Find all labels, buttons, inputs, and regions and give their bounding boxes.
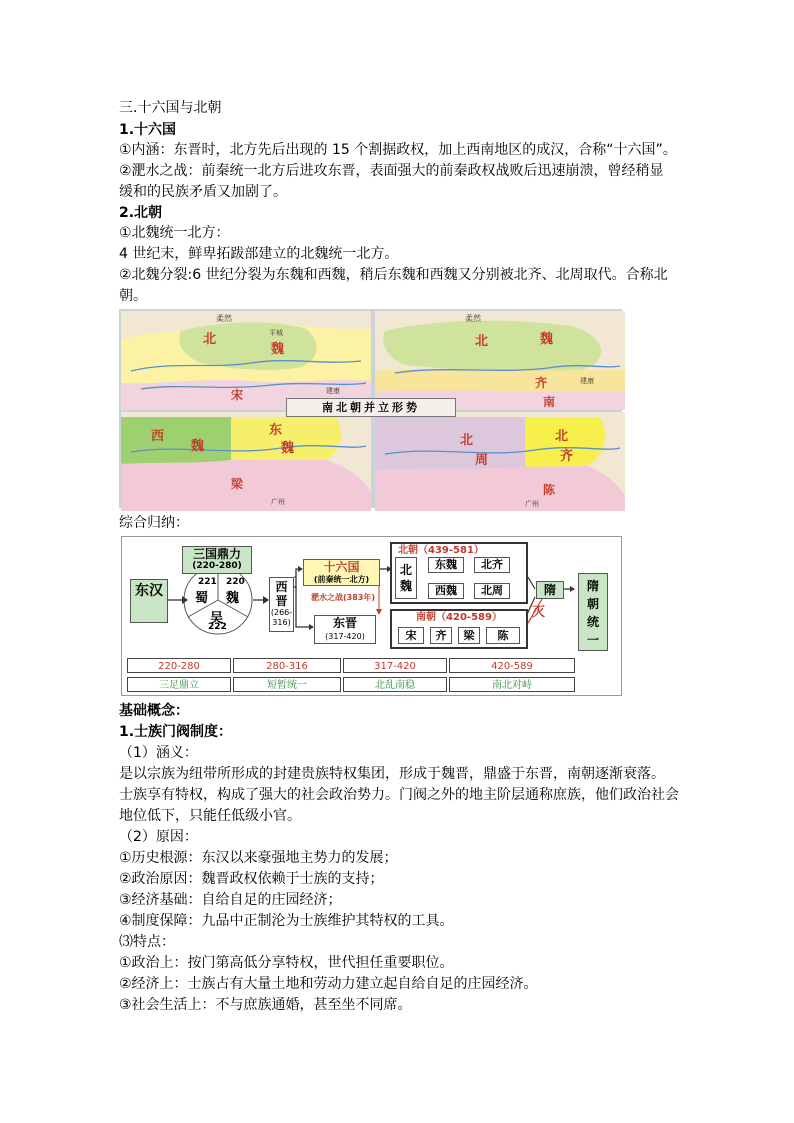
list-item: ③社会生活上：不与庶族通婚，甚至坐不同席。 <box>119 997 412 1013</box>
dongwei-box: 东魏 <box>428 557 464 573</box>
era-label: 短暂统一 <box>233 677 341 692</box>
list-item: ③经济基础：自给自足的庄园经济； <box>119 892 342 908</box>
south-title: 南朝（420-589） <box>416 612 502 623</box>
paragraph: ①北魏统一北方： <box>119 225 230 241</box>
map-label: 北 <box>460 433 474 448</box>
beizhou-box: 北周 <box>474 583 510 599</box>
song-box: 宋 <box>398 627 424 644</box>
map-label: 南 <box>543 395 556 409</box>
map-label: 广州 <box>271 498 285 506</box>
dongjin-years: (317-420) <box>325 632 365 641</box>
map-label: 建康 <box>326 387 340 395</box>
feishui-label: 淝水之战(383年) <box>311 593 376 602</box>
map-label: 柔然 <box>216 314 232 323</box>
sixteen-kingdoms-box <box>303 559 380 586</box>
era-label: 三足鼎立 <box>127 677 231 692</box>
map-label: 宋 <box>231 388 244 402</box>
map-northern-wei-qi <box>375 311 625 410</box>
list-item: ①政治上：按门第高低分享特权，世代担任重要职位。 <box>119 955 454 971</box>
beiwei-box: 北魏 <box>395 557 417 599</box>
era-label: 南北对峙 <box>449 677 575 692</box>
map-label: 周 <box>475 453 489 468</box>
sixteen-sub: (前秦统一北方) <box>313 575 370 584</box>
shu-year: 221 <box>198 577 217 587</box>
xijin-years: (266-316) <box>270 608 293 627</box>
map-label: 东 <box>269 423 283 438</box>
subheading: ⑶特点： <box>119 934 175 950</box>
map-label: 魏 <box>191 439 205 454</box>
map-label: 陈 <box>543 483 556 497</box>
paragraph: ①内涵：东晋时，北方先后出现的 15 个割据政权，加上西南地区的成汉，合称“十六国”。 <box>119 142 677 158</box>
map-label: 建康 <box>580 377 594 385</box>
map-northern-zhou-qi <box>375 412 625 511</box>
map-label: 北 <box>203 332 217 347</box>
heading-northern-dynasties: 2.北朝 <box>119 205 163 221</box>
map-label: 柔然 <box>465 314 481 323</box>
wu-label: 吴 <box>210 611 224 626</box>
subheading: （1）涵义： <box>119 745 198 761</box>
era-years: 420-589 <box>449 658 575 673</box>
xijin-box <box>269 577 294 632</box>
heading-sixteen-kingdoms: 1.十六国 <box>119 122 177 138</box>
subheading: （2）原因： <box>119 829 198 845</box>
map-label: 北 <box>475 334 489 349</box>
map-label: 齐 <box>535 376 548 390</box>
map-label: 平城 <box>269 329 283 337</box>
map-northern-wei-song <box>121 311 371 410</box>
map-banner: 南北朝并立形势 <box>286 398 456 417</box>
donghan-box: 东汉 <box>130 579 168 623</box>
mie-label: 灭 <box>532 605 546 620</box>
summary-label: 综合归纳： <box>119 515 189 531</box>
era-years: 317-420 <box>343 658 447 673</box>
concepts-title: 基础概念： <box>119 703 189 719</box>
map-label: 北 <box>555 429 569 444</box>
wei-label: 魏 <box>226 591 240 606</box>
paragraph: 4 世纪末，鲜卑拓跋部建立的北魏统一北方。 <box>119 246 399 262</box>
beiqi-box: 北齐 <box>474 557 510 573</box>
paragraph: 士族享有特权，构成了强大的社会政治势力。门阀之外的地主阶层通称庶族，他们政治社会 <box>119 787 679 803</box>
sui-box: 隋 <box>536 581 564 599</box>
map-label: 广州 <box>525 500 539 508</box>
section-title: 三.十六国与北朝 <box>119 100 222 116</box>
paragraph: 缓和的民族矛盾又加剧了。 <box>119 184 287 200</box>
map-label: 魏 <box>271 342 285 357</box>
map-label: 西 <box>151 429 165 444</box>
chen-box: 陈 <box>486 627 520 644</box>
paragraph: ②北魏分裂:6 世纪分裂为东魏和西魏，稍后东魏和西魏又分别被北齐、北周取代。合称北 <box>119 267 668 283</box>
three-kingdoms-title: 三国鼎力 <box>192 547 241 561</box>
list-item: ②政治原因：魏晋政权依赖于士族的支持； <box>119 871 384 887</box>
paragraph: ②淝水之战：前秦统一北方后进攻东晋，表面强大的前秦政权战败后迅速崩溃，曾经稍显 <box>119 163 664 179</box>
list-item: ④制度保障：九品中正制沦为士族维护其特权的工具。 <box>119 913 454 929</box>
north-title: 北朝（439-581） <box>398 545 484 556</box>
map-label: 梁 <box>231 477 244 491</box>
paragraph: 是以宗族为纽带所形成的封建贵族特权集团，形成于魏晋，鼎盛于东晋，南朝逐渐衰落。 <box>119 766 665 782</box>
qi-box: 齐 <box>430 627 452 644</box>
shu-label: 蜀 <box>195 591 209 606</box>
three-kingdoms-box <box>182 546 252 574</box>
sixteen-label: 十六国 <box>323 560 360 574</box>
dongjin-label: 东晋 <box>332 616 357 630</box>
map-label: 齐 <box>560 449 574 464</box>
sui-unify-box: 隋朝统一 <box>578 573 608 651</box>
three-kingdoms-years: (220-280) <box>192 561 242 571</box>
xijin-label: 西晋 <box>275 580 288 608</box>
summary-diagram <box>121 536 622 696</box>
map-label: 魏 <box>281 441 295 456</box>
list-item: ②经济上：士族占有大量土地和劳动力建立起自给自足的庄园经济。 <box>119 976 538 992</box>
concepts-heading: 1.士族门阀制度： <box>119 724 233 740</box>
era-years: 280-316 <box>233 658 341 673</box>
era-years: 220-280 <box>127 658 231 673</box>
paragraph: 地位低下，只能任低级小官。 <box>119 808 301 824</box>
liang-box: 梁 <box>458 627 480 644</box>
wei-year: 220 <box>226 577 245 587</box>
map-label: 魏 <box>540 332 554 347</box>
list-item: ①历史根源：东汉以来豪强地主势力的发展； <box>119 850 398 866</box>
paragraph: 朝。 <box>119 288 147 304</box>
dongjin-box <box>314 615 376 644</box>
map-western-eastern-wei <box>121 412 371 511</box>
wu-year: 222 <box>208 622 227 632</box>
era-label: 北乱南稳 <box>343 677 447 692</box>
xiwei-box: 西魏 <box>428 583 464 599</box>
maps-figure <box>119 309 622 508</box>
